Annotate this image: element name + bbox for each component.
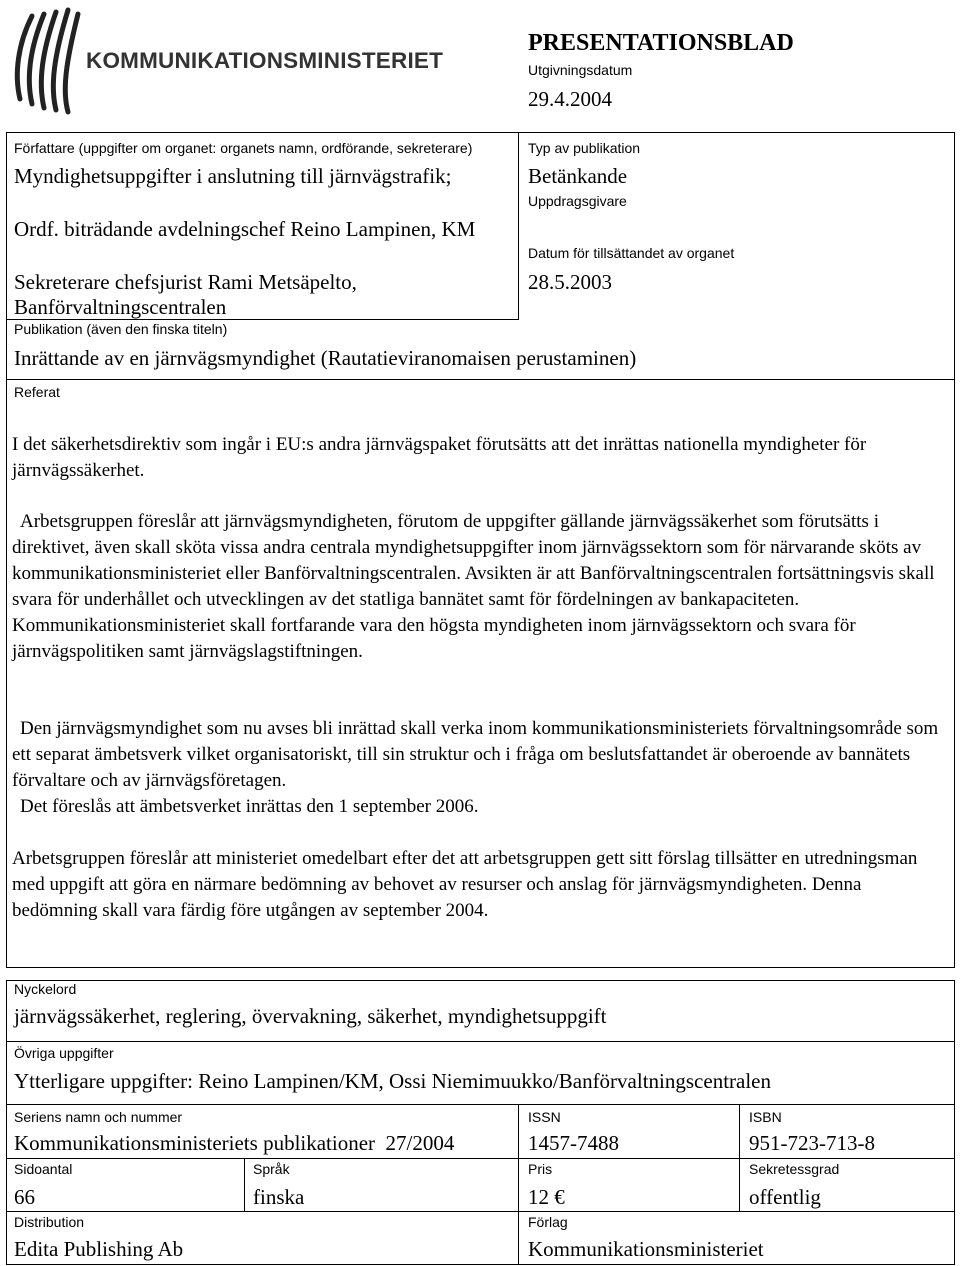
publication-type-label: Typ av publikation	[528, 140, 641, 156]
col-divider-issn	[518, 1104, 519, 1265]
publication-label: Publikation (även den finska titeln)	[14, 321, 228, 337]
commissioner-label: Uppdragsgivare	[528, 193, 627, 209]
abstract-paragraph: Arbetsgruppen föreslår att ministeriet omedelbart efter det att arbetsgruppen gett sitt förslag tillsätter en utredningsman med uppgift att göra en närmare bedömning av behovet av resurser och anslag för järnvägsmyndigheten. Denna bedömning skall vara färdig före utgången av september 2004.	[12, 848, 918, 921]
isbn-label: ISBN	[749, 1109, 782, 1125]
price-label: Pris	[528, 1161, 553, 1177]
issn-label: ISSN	[528, 1109, 561, 1125]
isbn-value: 951-723-713-8	[749, 1131, 875, 1155]
bottom-box-left-line	[6, 980, 7, 1265]
author-label: Författare (uppgifter om organet: organets namn, ordförande, sekreterare)	[14, 140, 473, 156]
appointment-date-value: 28.5.2003	[528, 270, 612, 294]
abstract-paragraph: Det föreslås att ämbetsverket inrättas den 1 september 2006.	[20, 796, 479, 817]
abstract-label: Referat	[14, 384, 60, 400]
ministry-logo	[10, 4, 510, 116]
publisher-label: Förlag	[528, 1214, 568, 1230]
appointment-date-label: Datum för tillsättandet av organet	[528, 245, 735, 261]
frame-bottom-line	[6, 967, 955, 968]
author-line-4: Banförvaltningscentralen	[14, 295, 227, 319]
publication-date-label: Utgivningsdatum	[528, 62, 633, 78]
publisher-value: Kommunikationsministeriet	[528, 1237, 764, 1261]
author-bottom-line	[6, 319, 519, 320]
language-value: finska	[253, 1185, 305, 1209]
series-row-bottom-line	[6, 1158, 955, 1159]
keywords-value: järnvägssäkerhet, reglering, övervakning, säkerhet, myndighetsuppgift	[14, 1004, 607, 1028]
bottom-box-top-line	[6, 980, 955, 981]
author-line-2: Ordf. biträdande avdelningschef Reino Lampinen, KM	[14, 217, 476, 241]
bottom-box-bottom-line	[6, 1264, 955, 1265]
abstract-paragraph: I det säkerhetsdirektiv som ingår i EU:s andra järnvägspaket förutsätts att det inrättas nationella myndigheter för järnvägssäkerhet.	[12, 434, 867, 481]
col-divider-language	[244, 1158, 245, 1212]
logo-stripes-icon	[10, 4, 90, 116]
publication-type-value: Betänkande	[528, 164, 628, 188]
issn-value: 1457-7488	[528, 1131, 619, 1155]
other-info-bottom-line	[6, 1104, 955, 1105]
page-title: PRESENTATIONSBLAD	[528, 30, 794, 56]
bottom-box-right-line	[954, 980, 955, 1265]
pages-row-bottom-line	[6, 1211, 955, 1212]
author-line-1: Myndighetsuppgifter i anslutning till järnvägstrafik;	[14, 164, 452, 188]
pages-label: Sidoantal	[14, 1161, 73, 1177]
price-value: 12 €	[528, 1185, 565, 1209]
series-label: Seriens namn och nummer	[14, 1109, 183, 1125]
publication-date-value: 29.4.2004	[528, 87, 612, 111]
distribution-value: Edita Publishing Ab	[14, 1237, 184, 1261]
logo-wordmark: KOMMUNIKATIONSMINISTERIET	[86, 48, 444, 73]
confidentiality-label: Sekretessgrad	[749, 1161, 840, 1177]
distribution-label: Distribution	[14, 1214, 85, 1230]
publication-bottom-line	[6, 379, 955, 380]
author-divider-line	[518, 132, 519, 320]
col-divider-isbn	[739, 1104, 740, 1211]
other-info-value: Ytterligare uppgifter: Reino Lampinen/KM, Ossi Niemimuukko/Banförvaltningscentralen	[14, 1069, 771, 1093]
keywords-bottom-line	[6, 1041, 955, 1042]
other-info-label: Övriga uppgifter	[14, 1045, 114, 1061]
abstract-paragraph: Arbetsgruppen föreslår att järnvägsmyndigheten, förutom de uppgifter gällande järnvägssäkerhet som förutsätts i direktivet, även skall sköta vissa andra centrala myndighetsuppgifter inom järnvägssektorn som för närvarande sköts av kommunikationsministeriet eller Banförvaltningscentralen. Avsikten är att Banförvaltningscentralen fortsättningsvis skall svara för underhållet och utvecklingen av det statliga bannätet samt för fördelningen av bankapaciteten. Kommunikationsministeriet skall fortfarande vara den högsta myndigheten inom järnvägssektorn och svara för järnvägspolitiken samt järnvägslagstiftningen.	[12, 511, 935, 662]
series-value: Kommunikationsministeriets publikationer 27/2004	[14, 1131, 455, 1155]
keywords-label: Nyckelord	[14, 981, 77, 997]
frame-left-line	[6, 132, 7, 968]
publication-value: Inrättande av en järnvägsmyndighet (Rautatieviranomaisen perustaminen)	[14, 346, 637, 370]
pages-value: 66	[14, 1185, 35, 1209]
frame-top-line	[6, 132, 955, 133]
confidentiality-value: offentlig	[749, 1185, 821, 1209]
language-label: Språk	[253, 1161, 290, 1177]
frame-right-line	[954, 132, 955, 968]
author-line-3: Sekreterare chefsjurist Rami Metsäpelto,	[14, 270, 357, 294]
abstract-paragraph: Den järnvägsmyndighet som nu avses bli inrättad skall verka inom kommunikationsministeriets förvaltningsområde som ett separat ämbetsverk vilket organisatoriskt, till sin struktur och i fråga om beslutsfattandet är oberoende av bannätets förvaltare och av järnvägsföretagen.	[12, 718, 939, 791]
